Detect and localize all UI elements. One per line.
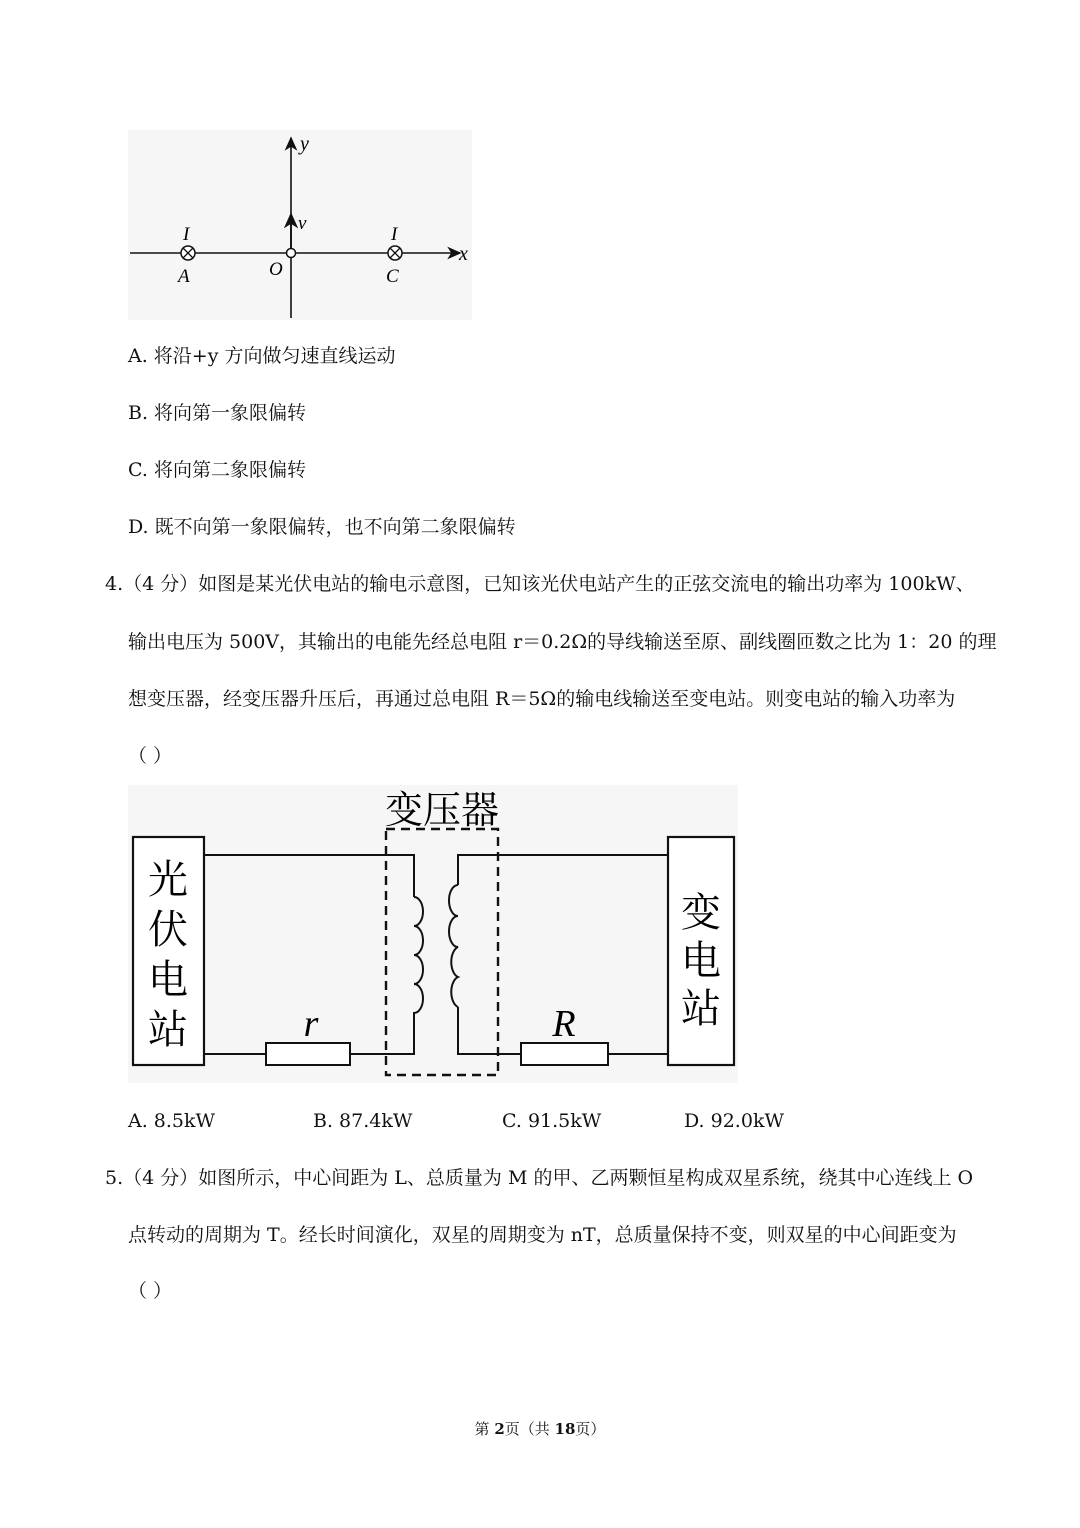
q4-line-1: 4.（4 分）如图是某光伏电站的输电示意图，已知该光伏电站产生的正弦交流电的输出功率为 100kW、 [105, 573, 975, 595]
q4-line-2: 输出电压为 500V，其输出的电能先经总电阻 r＝0.2Ω的导线输送至原、副线圈匝数之比为 1：20 的理 [128, 631, 997, 653]
substation-char-1: 变 [681, 890, 721, 935]
q4-option-b: B. 87.4kW [313, 1110, 413, 1132]
resistor-big-r-label: R [552, 1003, 576, 1045]
secondary-coil [449, 885, 458, 1007]
substation-char-3: 站 [681, 986, 721, 1031]
q5-line-1: 5.（4 分）如图所示，中心间距为 L、总质量为 M 的甲、乙两颗恒星构成双星系统，绕其中心连线上 O [105, 1167, 974, 1189]
coordinate-diagram-svg [128, 130, 472, 320]
point-label-a: A [178, 266, 190, 287]
pv-station-char-1: 光 [148, 857, 188, 902]
point-label-o: O [269, 259, 283, 280]
resistor-big-r [521, 1043, 608, 1065]
resistor-r [266, 1043, 350, 1065]
figure-coordinate-diagram [128, 130, 472, 320]
primary-bottom-wire-2 [350, 1015, 414, 1054]
secondary-bottom-wire-2 [458, 1007, 521, 1054]
q3-option-b: B. 将向第一象限偏转 [128, 402, 307, 424]
primary-top-wire [204, 855, 414, 897]
current-label-a: I [183, 224, 190, 245]
current-into-page-icon-a [181, 246, 195, 260]
footer-suffix: 页） [575, 1420, 606, 1438]
pv-station-char-2: 伏 [148, 907, 188, 952]
point-label-c: C [386, 266, 399, 287]
resistor-r-label: r [303, 1003, 319, 1045]
current-label-c: I [391, 224, 398, 245]
q5-line-2: 点转动的周期为 T。经长时间演化，双星的周期变为 nT，总质量保持不变，则双星的中心间距变为 [128, 1224, 957, 1246]
primary-coil [414, 897, 423, 1015]
axis-x-label: x [459, 243, 468, 265]
transformer-dashed-box [386, 829, 498, 1075]
pv-station-char-3: 电 [148, 957, 188, 1002]
velocity-label: v [298, 213, 307, 234]
footer-middle: 页（共 [504, 1420, 555, 1438]
axis-y-label: y [300, 133, 309, 155]
q3-option-d: D. 既不向第一象限偏转，也不向第二象限偏转 [128, 516, 516, 538]
transformer-label: 变压器 [384, 790, 500, 832]
circuit-diagram-svg [128, 785, 738, 1083]
footer-page-number: 2 [494, 1420, 505, 1438]
q4-option-c: C. 91.5kW [502, 1110, 602, 1132]
q3-option-a: A. 将沿+y 方向做匀速直线运动 [128, 345, 396, 367]
q4-line-3: 想变压器，经变压器升压后，再通过总电阻 R＝5Ω的输电线输送至变电站。则变电站的输入功率为 [128, 688, 956, 710]
charge-o-circle [287, 249, 296, 258]
substation-char-2: 电 [681, 938, 721, 983]
q4-line-4: （ ） [128, 745, 173, 767]
q4-option-d: D. 92.0kW [684, 1110, 784, 1132]
current-into-page-icon-c [388, 246, 402, 260]
footer-total-pages: 18 [554, 1420, 576, 1438]
q4-option-a: A. 8.5kW [128, 1110, 216, 1132]
page-footer [0, 1418, 1080, 1439]
pv-station-char-4: 站 [148, 1007, 188, 1052]
secondary-top-wire [458, 855, 668, 885]
footer-prefix: 第 [474, 1420, 495, 1438]
figure-transmission-circuit [128, 785, 738, 1083]
q5-line-3: （ ） [128, 1280, 173, 1302]
q3-option-c: C. 将向第二象限偏转 [128, 459, 306, 481]
